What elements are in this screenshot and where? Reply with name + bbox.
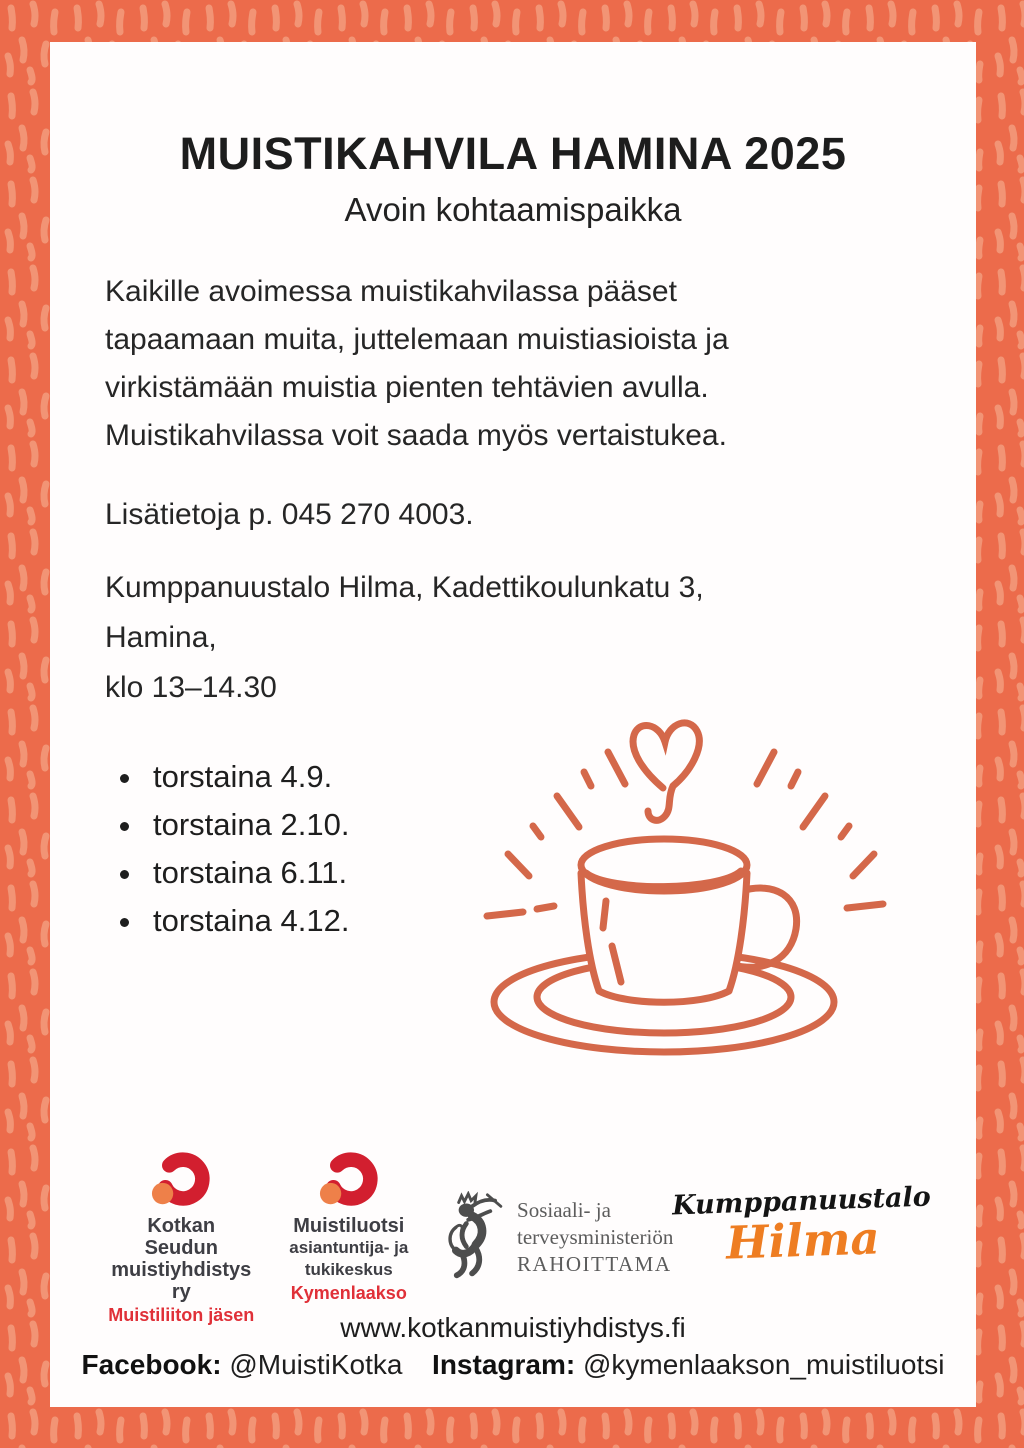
coffee-cup-illustration-icon	[477, 695, 897, 1095]
muistiluotsi-logo-text: Muistiluotsi	[293, 1215, 405, 1237]
ministry-funder-logo	[443, 1191, 673, 1283]
intro-line: tapaamaan muita, juttelemaan muistiasioista ja	[105, 323, 729, 356]
kotka-logo-text: muistiyhdistys ry	[111, 1259, 252, 1303]
intro-line: Kaikille avoimessa muistikahvilassa pääset	[105, 275, 677, 308]
hilma-logo-name: Hilma	[725, 1211, 881, 1270]
facebook-handle: @MuistiKotka	[229, 1349, 403, 1380]
schedule-and-illustration	[105, 753, 976, 1101]
partner-logos-row	[108, 1147, 932, 1325]
location-block	[105, 563, 976, 713]
instagram-label: Instagram:	[432, 1349, 576, 1380]
schedule-item: • torstaina 6.11.	[145, 849, 976, 897]
heart-steam-icon	[633, 723, 699, 820]
schedule-item: • torstaina 4.12.	[145, 897, 976, 945]
kotka-logo-subtext: Muistiliiton jäsen	[108, 1305, 255, 1325]
facebook-label: Facebook:	[81, 1349, 222, 1380]
intro-line: Muistikahvilassa voit saada myös vertaistukea.	[105, 419, 727, 452]
website-url: www.kotkanmuistiyhdistys.fi	[340, 1312, 686, 1343]
finnish-lion-icon	[443, 1191, 505, 1283]
page-subtitle: Avoin kohtaamispaikka	[344, 191, 682, 228]
flyer-card	[50, 42, 976, 1407]
intro-paragraph	[105, 268, 976, 460]
muistiluotsi-logo-text: asiantuntija- ja tukikeskus	[289, 1238, 409, 1279]
ministry-line: Sosiaali- ja	[517, 1197, 611, 1222]
kotka-association-mark-icon	[150, 1147, 212, 1211]
social-media-line	[50, 1347, 976, 1383]
schedule-item: • torstaina 2.10.	[145, 801, 976, 849]
location-time: klo 13–14.30	[105, 671, 277, 704]
kotka-logo-text: Kotkan Seudun	[144, 1215, 218, 1259]
schedule-item: • torstaina 4.9.	[145, 753, 976, 801]
ministry-line: terveysministeriön	[517, 1224, 674, 1249]
contact-phone-line: Lisätietoja p. 045 270 4003.	[105, 498, 474, 531]
muistiluotsi-logo	[255, 1147, 444, 1305]
muistiluotsi-mark-icon	[318, 1147, 380, 1211]
muistiluotsi-logo-subtext: Kymenlaakso	[290, 1283, 407, 1303]
instagram-handle: @kymenlaakson_muistiluotsi	[582, 1349, 945, 1380]
page-title: MUISTIKAHVILA HAMINA 2025	[179, 128, 847, 179]
hilma-logo-top-text: Kumppanuustalo	[672, 1181, 932, 1222]
location-line: Kumppanuustalo Hilma, Kadettikoulunkatu 3,	[105, 571, 704, 604]
ministry-funder-line: RAHOITTAMA	[517, 1251, 672, 1276]
ministry-text	[517, 1197, 673, 1278]
intro-line: virkistämään muistia pienten tehtävien avulla.	[105, 371, 709, 404]
kotka-association-logo	[108, 1147, 255, 1327]
location-line: Hamina,	[105, 621, 217, 654]
kumppanuustalo-hilma-logo	[672, 1183, 933, 1270]
